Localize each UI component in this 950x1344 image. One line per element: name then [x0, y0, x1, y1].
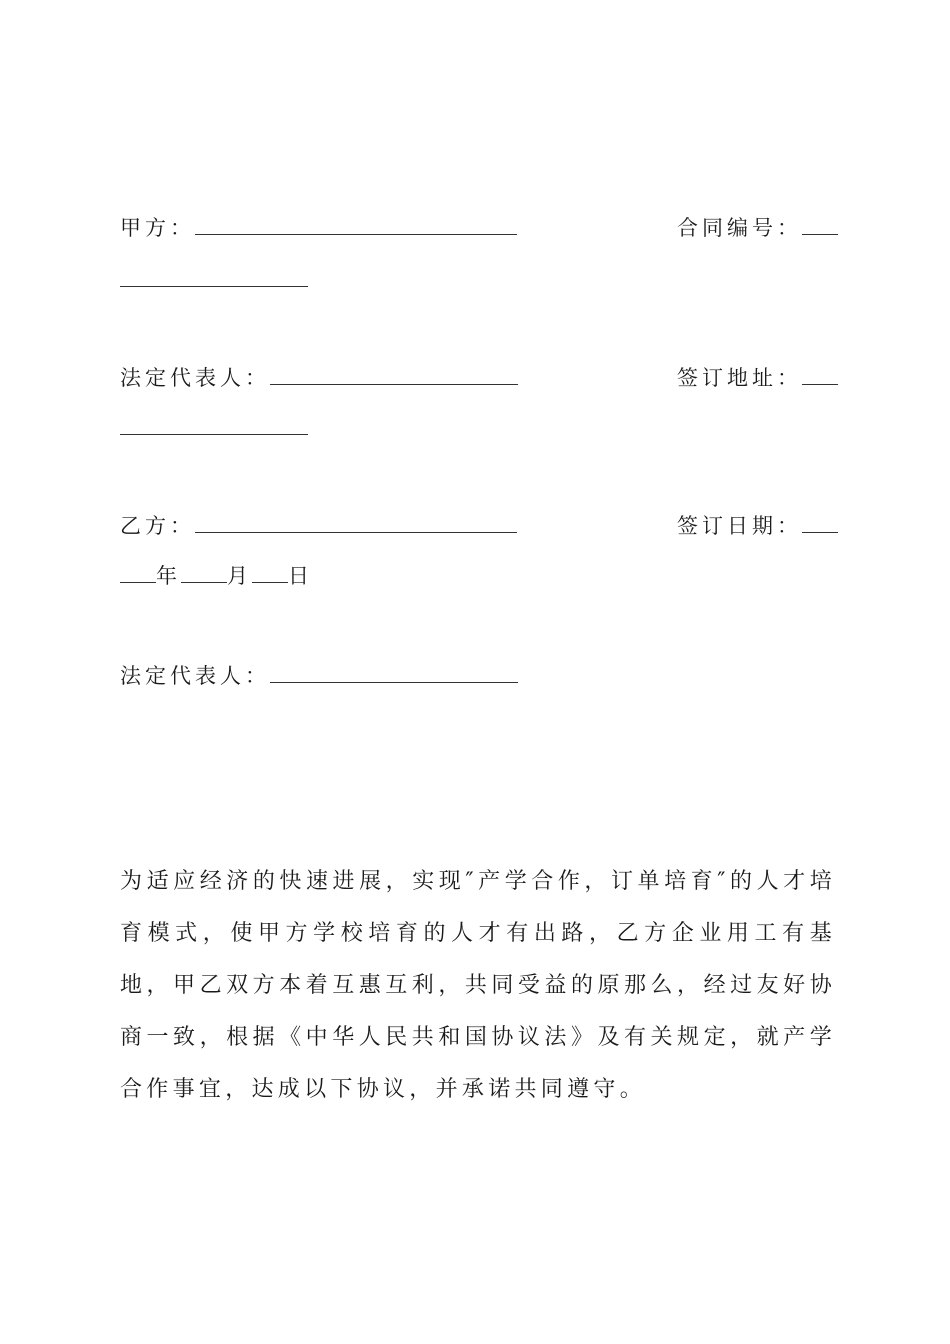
- intro-paragraph: 为适应经济的快速进展，实现″产学合作，订单培育″的人才培育模式，使甲方学校培育的人才有出路，乙方企业用工有基地，甲乙双方本着互惠互利，共同受益的原那么，经过友好协商一致，根据《中华人民共和国协议法》及有关规定，就产学合作事宜，达成以下协议，并承诺共同遵守。: [120, 869, 836, 1102]
- contract-no-continued-row: [120, 266, 308, 294]
- legal-rep-a-label: 法定代表人：: [120, 366, 270, 390]
- party-a-label: 甲方：: [120, 216, 195, 240]
- year-label: 年: [156, 564, 181, 588]
- sign-address-row: [677, 364, 838, 392]
- day-blank[interactable]: [252, 564, 288, 583]
- sign-address-blank[interactable]: [802, 366, 838, 385]
- legal-rep-a-blank[interactable]: [270, 366, 518, 385]
- party-b-label: 乙方：: [120, 514, 195, 538]
- month-blank[interactable]: [181, 564, 227, 583]
- legal-rep-a-row: [120, 364, 518, 392]
- contract-no-row: [677, 214, 838, 242]
- party-a-blank[interactable]: [195, 216, 517, 235]
- sign-address-blank-continued[interactable]: [120, 416, 308, 435]
- month-label: 月: [227, 564, 252, 588]
- contract-no-blank-continued[interactable]: [120, 268, 308, 287]
- legal-rep-b-row: [120, 662, 518, 690]
- contract-no-blank[interactable]: [802, 216, 838, 235]
- year-blank[interactable]: [120, 564, 156, 583]
- legal-rep-b-blank[interactable]: [270, 664, 518, 683]
- legal-rep-b-label: 法定代表人：: [120, 664, 270, 688]
- sign-date-row: [677, 512, 838, 540]
- party-a-row: [120, 214, 517, 242]
- contract-no-label: 合同编号：: [677, 216, 802, 240]
- sign-date-blank[interactable]: [802, 514, 838, 533]
- sign-address-label: 签订地址：: [677, 366, 802, 390]
- party-b-blank[interactable]: [195, 514, 517, 533]
- day-label: 日: [288, 564, 313, 588]
- sign-date-label: 签订日期：: [677, 514, 802, 538]
- sign-date-continued-row: [120, 562, 313, 590]
- sign-address-continued-row: [120, 414, 308, 442]
- party-b-row: [120, 512, 517, 540]
